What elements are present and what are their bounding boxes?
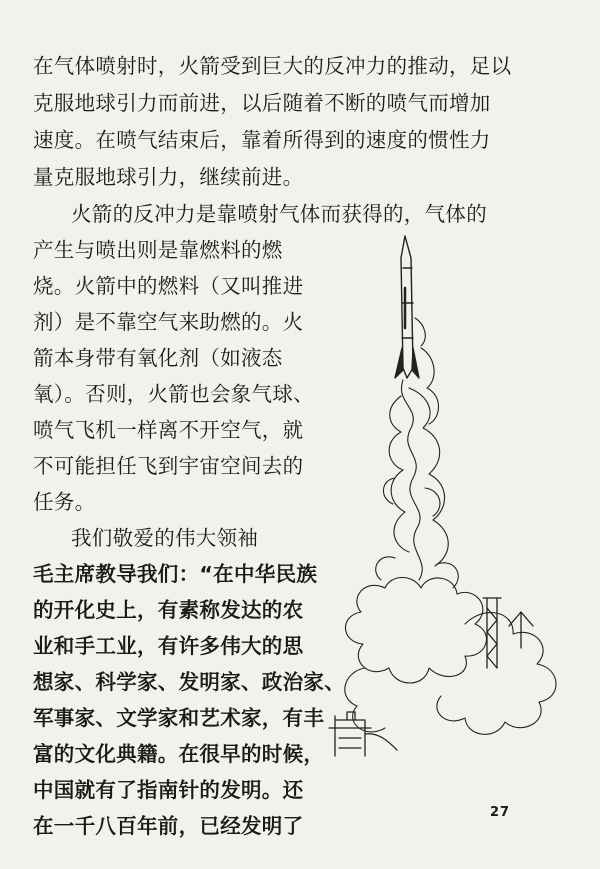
text-line: 速度。在喷气结束后，靠着所得到的速度的惯性力 — [33, 128, 491, 152]
rocket-icon — [395, 236, 419, 378]
quote-line: 在一千八百年前，已经发明了 — [33, 814, 304, 838]
quote-line: 的开化史上，有素称发达的农 — [33, 598, 304, 622]
quote-line: 业和手工业，有许多伟大的思 — [33, 634, 304, 658]
text-line: 产生与喷出则是靠燃料的燃 — [33, 238, 283, 262]
text-line: 火箭的反冲力是靠喷射气体而获得的，气体的 — [71, 202, 487, 226]
text-line: 量克服地球引力，继续前进。 — [33, 165, 304, 189]
text-line: 不可能担任飞到宇宙空间去的 — [33, 454, 304, 478]
quote-line: 中国就有了指南针的发明。还 — [33, 778, 304, 802]
text-line: 氧）。否则，火箭也会象气球、 — [33, 382, 314, 406]
smoke-plume — [345, 318, 556, 734]
quote-line: 想家、科学家、发明家、政治家、 — [33, 670, 345, 694]
text-line: 剂）是不靠空气来助燃的。火 — [33, 310, 304, 334]
text-line: 在气体喷射时，火箭受到巨大的反冲力的推动，足以 — [33, 54, 512, 78]
page-number: 27 — [490, 805, 511, 820]
text-line: 克服地球引力而前进，以后随着不断的喷气而增加 — [33, 91, 491, 115]
quote-line: 军事家、文学家和艺术家，有丰 — [33, 706, 325, 730]
quote-line: 富的文化典籍。在很早的时候， — [33, 742, 325, 766]
text-line: 喷气飞机一样离不开空气，就 — [33, 418, 304, 442]
crane-icon — [329, 712, 397, 756]
text-line: 我们敬爱的伟大领袖 — [71, 526, 259, 550]
text-line: 箭本身带有氧化剂（如液态 — [33, 346, 283, 370]
rocket-launch-illustration — [325, 228, 595, 768]
text-line: 烧。火箭中的燃料（又叫推进 — [33, 274, 304, 298]
quote-line: 毛主席教导我们：“在中华民族 — [33, 562, 318, 586]
text-line: 任务。 — [33, 490, 96, 514]
